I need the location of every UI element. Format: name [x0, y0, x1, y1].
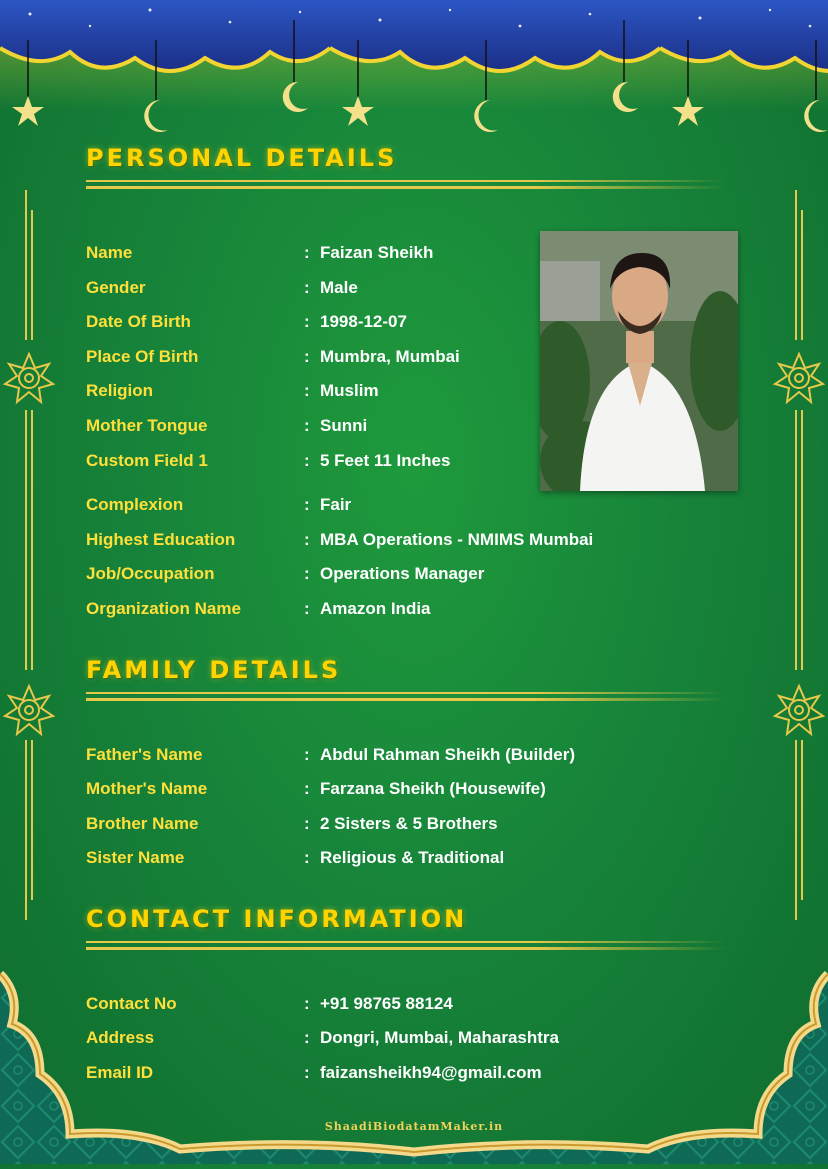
separator: : [304, 564, 310, 583]
family-details-heading: FAMILY DETAILS [86, 656, 342, 684]
detail-label: Complexion [86, 495, 184, 514]
detail-row-fathers-name [86, 745, 726, 769]
separator: : [304, 1063, 310, 1082]
detail-value: faizansheikh94@gmail.com [320, 1063, 542, 1082]
detail-label: Name [86, 243, 133, 262]
separator: : [304, 243, 310, 262]
detail-row-job-occupation [86, 564, 726, 588]
detail-value: Abdul Rahman Sheikh (Builder) [320, 745, 576, 764]
separator: : [304, 779, 310, 798]
personal-details-divider [86, 180, 726, 188]
detail-row-address [86, 1028, 726, 1052]
detail-label: Contact No [86, 994, 177, 1013]
detail-value: Sunni [320, 416, 368, 435]
detail-value: Muslim [320, 381, 379, 400]
detail-label: Date Of Birth [86, 312, 191, 331]
detail-label: Place Of Birth [86, 347, 199, 366]
detail-value: 5 Feet 11 Inches [320, 451, 451, 470]
detail-row-email-id [86, 1063, 726, 1087]
separator: : [304, 530, 310, 549]
detail-row-sister-name [86, 848, 726, 872]
detail-label: Email ID [86, 1063, 154, 1082]
detail-value: MBA Operations - NMIMS Mumbai [320, 530, 594, 549]
right-border-decoration [768, 180, 828, 940]
detail-row-place-of-birth [86, 347, 726, 371]
separator: : [304, 347, 310, 366]
detail-row-name [86, 243, 726, 267]
detail-row-custom-field-1 [86, 451, 726, 475]
detail-label: Job/Occupation [86, 564, 215, 583]
detail-row-date-of-birth [86, 312, 726, 336]
left-border-decoration [0, 180, 60, 940]
detail-row-gender [86, 278, 726, 302]
personal-details-heading: PERSONAL DETAILS [86, 144, 398, 172]
family-details-divider [86, 692, 726, 700]
detail-value: Male [320, 278, 358, 297]
footer-brand: ShaadiBiodatamMaker.in [324, 1120, 504, 1133]
detail-row-highest-education [86, 530, 726, 554]
detail-row-contact-no [86, 994, 726, 1018]
detail-value: Fair [320, 495, 352, 514]
separator: : [304, 312, 310, 331]
canopy-decoration [0, 0, 828, 140]
detail-value: 2 Sisters & 5 Brothers [320, 814, 498, 833]
detail-row-mother-tongue [86, 416, 726, 440]
detail-label: Mother Tongue [86, 416, 208, 435]
separator: : [304, 745, 310, 764]
separator: : [304, 848, 310, 867]
detail-row-complexion [86, 495, 726, 519]
detail-label: Custom Field 1 [86, 451, 208, 470]
separator: : [304, 994, 310, 1013]
separator: : [304, 381, 310, 400]
detail-row-brother-name [86, 814, 726, 838]
separator: : [304, 416, 310, 435]
detail-label: Highest Education [86, 530, 236, 549]
detail-label: Father's Name [86, 745, 203, 764]
detail-label: Address [86, 1028, 155, 1047]
detail-row-religion [86, 381, 726, 405]
detail-label: Brother Name [86, 814, 199, 833]
separator: : [304, 814, 310, 833]
contact-information-divider [86, 941, 726, 949]
detail-label: Organization Name [86, 599, 241, 618]
detail-row-organization-name [86, 599, 726, 623]
detail-label: Religion [86, 381, 154, 400]
detail-label: Gender [86, 278, 146, 297]
detail-value: Amazon India [320, 599, 431, 618]
detail-value: 1998-12-07 [320, 312, 407, 331]
detail-value: Operations Manager [320, 564, 485, 583]
detail-value: Dongri, Mumbai, Maharashtra [320, 1028, 559, 1047]
contact-information-heading: CONTACT INFORMATION [86, 905, 468, 933]
detail-row-mothers-name [86, 779, 726, 803]
detail-label: Sister Name [86, 848, 185, 867]
separator: : [304, 599, 310, 618]
detail-value: Farzana Sheikh (Housewife) [320, 779, 546, 798]
separator: : [304, 495, 310, 514]
detail-value: Religious & Traditional [320, 848, 505, 867]
detail-value: Mumbra, Mumbai [320, 347, 460, 366]
detail-value: Faizan Sheikh [320, 243, 434, 262]
separator: : [304, 451, 310, 470]
separator: : [304, 1028, 310, 1047]
detail-value: +91 98765 88124 [320, 994, 453, 1013]
detail-label: Mother's Name [86, 779, 208, 798]
separator: : [304, 278, 310, 297]
